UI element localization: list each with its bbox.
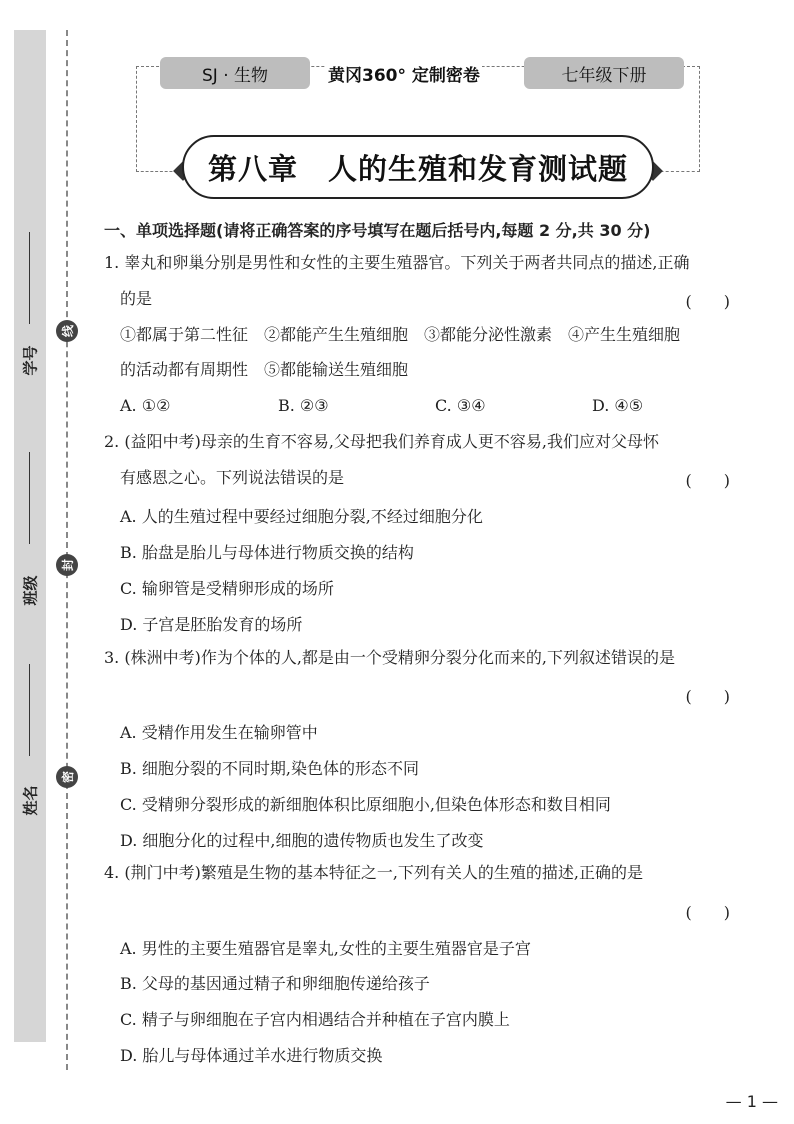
student-id-blank [29,232,30,324]
q3-answer-bracket: ( ) [685,687,730,706]
binding-strip [14,30,46,1042]
q1-option-d: D. ④⑤ [592,396,644,415]
q1-option-c: C. ③④ [435,396,486,415]
q3-option-a: A. 受精作用发生在输卵管中 [120,723,318,742]
q3-option-c: C. 受精卵分裂形成的新细胞体积比原细胞小,但染色体形态和数目相同 [120,795,611,814]
q2-option-a: A. 人的生殖过程中要经过细胞分裂,不经过细胞分化 [120,507,483,526]
class-blank [29,452,30,544]
q1-option-a: A. ①② [120,396,171,415]
q4-option-c: C. 精子与卵细胞在子宫内相遇结合并种植在子宫内膜上 [120,1010,510,1029]
q1-stem-line2: 的是 [120,289,153,308]
name-blank [29,664,30,756]
seal-line-mark: 线 [56,320,78,342]
q2-option-b: B. 胎盘是胎儿与母体进行物质交换的结构 [120,543,414,562]
q2-stem-line2: 有感恩之心。下列说法错误的是 [120,468,345,487]
q1-statements-line1: ①都属于第二性征 ②都能产生生殖细胞 ③都能分泌性激素 ④产生生殖细胞 [120,325,681,344]
q4-answer-bracket: ( ) [685,903,730,922]
student-id-label: 学号 [21,345,40,376]
q2-option-c: C. 输卵管是受精卵形成的场所 [120,579,334,598]
q3-stem-line1: 3. (株洲中考)作为个体的人,都是由一个受精卵分裂分化而来的,下列叙述错误的是 [104,648,676,667]
page-title: 第八章 人的生殖和发育测试题 [207,151,628,186]
class-label: 班级 [21,575,40,606]
q3-option-d: D. 细胞分化的过程中,细胞的遗传物质也发生了改变 [120,831,484,850]
q2-stem-line1: 2. (益阳中考)母亲的生育不容易,父母把我们养育成人更不容易,我们应对父母怀 [104,432,660,451]
name-label: 姓名 [21,785,40,816]
q2-answer-bracket: ( ) [685,471,730,490]
q4-stem-line1: 4. (荆门中考)繁殖是生物的基本特征之一,下列有关人的生殖的描述,正确的是 [104,863,644,882]
series-subject-badge: SJ · 生物 [160,57,310,89]
section-heading: 一、单项选择题(请将正确答案的序号填写在题后括号内,每题 2 分,共 30 分) [104,221,651,240]
q4-option-a: A. 男性的主要生殖器官是睾丸,女性的主要生殖器官是子宫 [120,939,531,958]
grade-badge: 七年级下册 [524,57,684,89]
q2-option-d: D. 子宫是胚胎发育的场所 [120,615,303,634]
page-title-box [182,135,654,199]
seal-secret-mark: 密 [56,766,78,788]
page-number: — 1 — [725,1092,778,1111]
q1-option-b: B. ②③ [278,396,329,415]
q4-option-d: D. 胎儿与母体通过羊水进行物质交换 [120,1046,383,1065]
q1-answer-bracket: ( ) [685,292,730,311]
q1-stem-line1: 1. 睾丸和卵巢分别是男性和女性的主要生殖器官。下列关于两者共同点的描述,正确 [104,253,690,272]
q1-statements-line2: 的活动都有周期性 ⑤都能输送生殖细胞 [120,360,409,379]
cut-line [66,30,68,1070]
series-name: 黄冈360° 定制密卷 [326,57,482,89]
q4-option-b: B. 父母的基因通过精子和卵细胞传递给孩子 [120,974,430,993]
seal-seal-mark: 封 [56,554,78,576]
q3-option-b: B. 细胞分裂的不同时期,染色体的形态不同 [120,759,420,778]
